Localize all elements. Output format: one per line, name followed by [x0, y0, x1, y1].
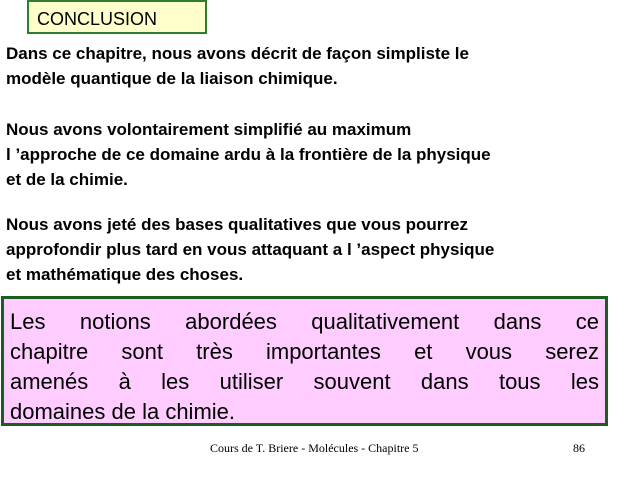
paragraph-line: Nous avons volontairement simplifié au maximum — [6, 120, 412, 139]
paragraph-line: Nous avons jeté des bases qualitatives que vous pourrez — [6, 215, 468, 234]
paragraph-line: l ’approche de ce domaine ardu à la frontière de la physique — [6, 145, 491, 164]
highlight-line: domaines de la chimie. — [10, 399, 236, 424]
highlight-line: chapitre sont très importantes et vous serez — [10, 339, 599, 364]
footer-text: Cours de T. Briere - Molécules - Chapitre 5 — [210, 441, 419, 455]
paragraph-line: et de la chimie. — [6, 170, 128, 189]
paragraph-1 — [6, 41, 626, 91]
slide-footer — [0, 441, 640, 457]
paragraph-line: Dans ce chapitre, nous avons décrit de façon simpliste le — [6, 44, 469, 63]
paragraph-2 — [6, 117, 626, 192]
paragraph-3 — [6, 212, 626, 287]
highlight-line: Les notions abordées qualitativement dans ce — [10, 309, 599, 334]
paragraph-line: approfondir plus tard en vous attaquant a l ’aspect physique — [6, 240, 495, 259]
paragraph-line: et mathématique des choses. — [6, 265, 244, 284]
highlight-box — [1, 296, 608, 426]
paragraph-line: modèle quantique de la liaison chimique. — [6, 69, 338, 88]
slide-title-box — [27, 0, 207, 34]
page-number: 86 — [573, 441, 585, 455]
highlight-line: amenés à les utiliser souvent dans tous les — [10, 369, 599, 394]
slide-title: CONCLUSION — [37, 9, 158, 29]
